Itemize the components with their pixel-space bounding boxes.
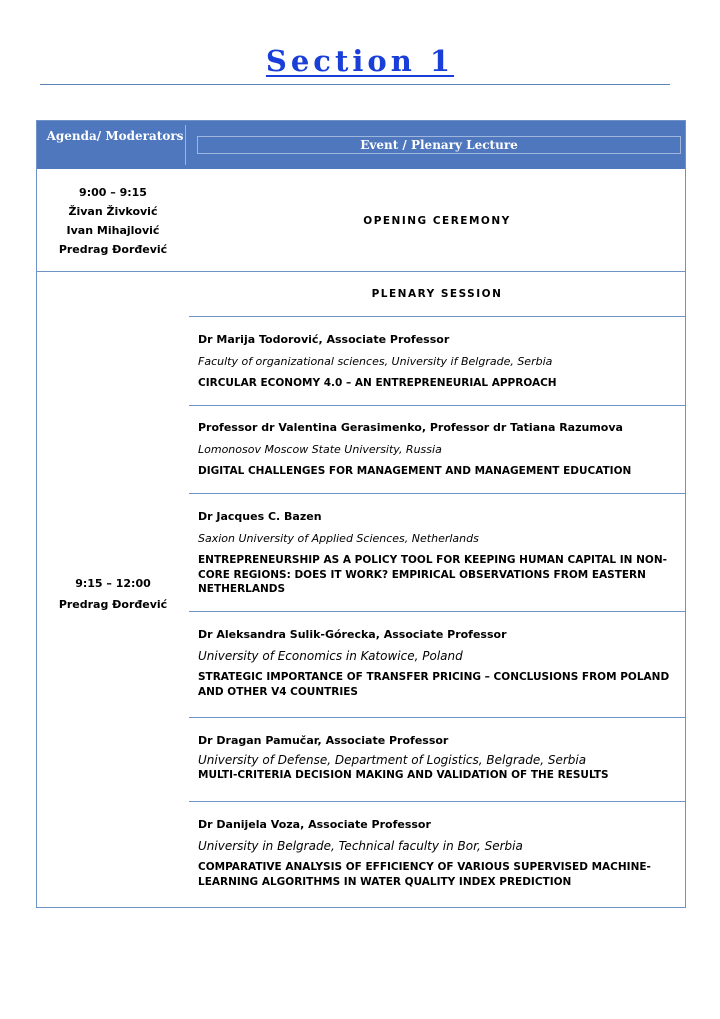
header-event-lecture: Event / Plenary Lecture xyxy=(197,136,681,154)
lecture-title: MULTI-CRITERIA DECISION MAKING AND VALIDATION OF THE RESULTS xyxy=(198,769,609,781)
lecture-entry xyxy=(198,734,682,783)
lecture-entry xyxy=(198,818,682,889)
lecture-affiliation: Faculty of organizational sciences, University if Belgrade, Serbia xyxy=(198,355,553,368)
lecture-divider xyxy=(189,405,685,406)
lecture-entry xyxy=(198,421,682,479)
lecture-affiliation: University of Economics in Katowice, Poland xyxy=(198,649,463,663)
header-agenda-moderators: Agenda/ Moderators xyxy=(46,129,184,143)
lecture-title: COMPARATIVE ANALYSIS OF EFFICIENCY OF VARIOUS SUPERVISED MACHINE-LEARNING ALGORITHMS IN WATER QUALITY INDEX PREDICTION xyxy=(198,861,651,888)
lecture-entry xyxy=(198,333,682,391)
lecture-author: Dr Dragan Pamučar, Associate Professor xyxy=(198,734,449,747)
page-title: Section 1 xyxy=(265,44,455,78)
lecture-title: DIGITAL CHALLENGES FOR MANAGEMENT AND MANAGEMENT EDUCATION xyxy=(198,465,632,477)
header-separator xyxy=(185,125,186,165)
lecture-divider xyxy=(189,316,685,317)
lecture-entry xyxy=(198,628,682,699)
lecture-affiliation: University in Belgrade, Technical faculty in Bor, Serbia xyxy=(198,839,523,853)
table-header xyxy=(37,121,685,169)
lecture-title: STRATEGIC IMPORTANCE OF TRANSFER PRICING – CONCLUSIONS FROM POLAND AND OTHER V4 COUNTRIES xyxy=(198,671,670,698)
lecture-author: Dr Jacques C. Bazen xyxy=(198,510,322,523)
lecture-divider xyxy=(189,801,685,802)
plenary-time: 9:15 – 12:00 xyxy=(75,577,151,590)
page-title-wrap xyxy=(0,44,720,78)
lecture-author: Dr Danijela Voza, Associate Professor xyxy=(198,818,431,831)
opening-moderator: Ivan Mihajlović xyxy=(66,224,160,237)
lecture-title: CIRCULAR ECONOMY 4.0 – AN ENTREPRENEURIAL APPROACH xyxy=(198,377,557,389)
opening-time: 9:00 – 9:15 xyxy=(79,186,147,199)
lecture-affiliation: Saxion University of Applied Sciences, Netherlands xyxy=(198,532,479,545)
agenda-table xyxy=(36,120,686,908)
opening-moderator: Predrag Đorđević xyxy=(58,243,168,256)
title-rule xyxy=(40,84,670,85)
lecture-author: Dr Marija Todorović, Associate Professor xyxy=(198,333,450,346)
lecture-divider xyxy=(189,493,685,494)
lecture-title: ENTREPRENEURSHIP AS A POLICY TOOL FOR KEEPING HUMAN CAPITAL IN NON-CORE REGIONS: DOES IT WORK? EMPIRICAL OBSERVATIONS FROM EASTERN NETHERLANDS xyxy=(198,554,667,595)
lecture-affiliation: Lomonosov Moscow State University, Russia xyxy=(198,443,442,456)
lecture-divider xyxy=(189,611,685,612)
lecture-author: Dr Aleksandra Sulik-Górecka, Associate Professor xyxy=(198,628,507,641)
lecture-affiliation: University of Defense, Department of Logistics, Belgrade, Serbia xyxy=(198,753,587,767)
plenary-agenda-cell xyxy=(37,574,189,614)
opening-moderator: Živan Živković xyxy=(68,205,158,218)
opening-ceremony-label: OPENING CEREMONY xyxy=(363,215,511,227)
lecture-author: Professor dr Valentina Gerasimenko, Professor dr Tatiana Razumova xyxy=(198,421,623,434)
plenary-moderator: Predrag Đorđević xyxy=(58,598,168,611)
lecture-entry xyxy=(198,510,682,597)
lecture-divider xyxy=(189,717,685,718)
row-divider xyxy=(37,271,685,272)
plenary-session-label: PLENARY SESSION xyxy=(371,288,503,300)
opening-agenda-cell xyxy=(37,183,189,259)
